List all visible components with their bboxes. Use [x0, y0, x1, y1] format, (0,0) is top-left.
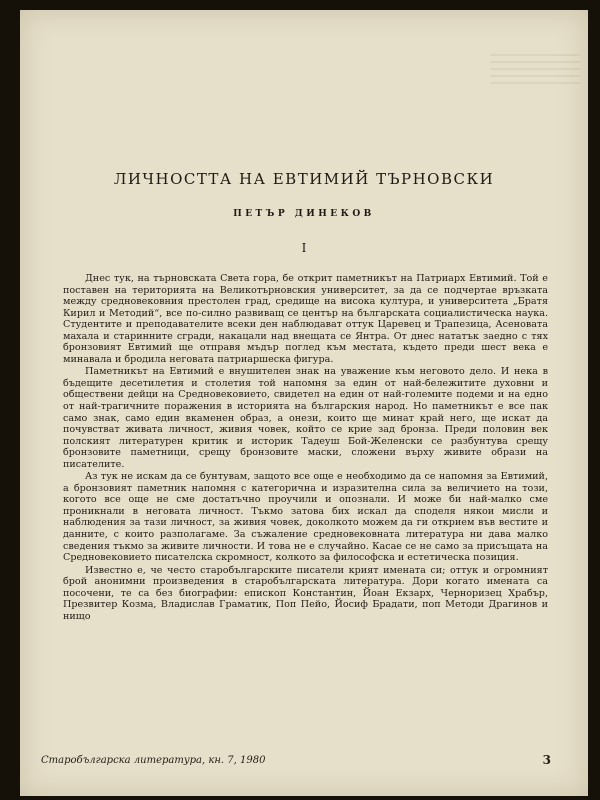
paragraph: Днес тук, на търновската Света гора, бе открит паметникът на Патриарх Евтимий. Той е поставен на територията на Великотърновския университет, за да се подчертае връзката между средновековния престолен град, средище на висока култура, и университета „Братя Кирил и Методий“, все по-силно развиващ се център на българската социалистическа наука. Студентите и преподавателите всеки ден наблюдават оттук Царевец и Трапезица, Асеновата махала и старинните сгради, накацали над внещата се Янтра. От днес нататък заедно с тях бронзовият Евтимий ще отправя мъдър поглед към местата, където преди шест века е минавала и бродила неговата патриаршеска фигура.	[63, 273, 548, 365]
journal-citation: Старобългарска литература, кн. 7, 1980	[41, 755, 266, 766]
paragraph: Известно е, че често старобългарските писатели крият имената си; оттук и огромният брой анонимни произведения в старобългарската литература. Дори когато имената са посочени, те са без биографии: епископ Константин, Йоан Екзарх, Черноризец Храбър, Презвитер Козма, Владислав Граматик, Поп Пейо, Йосиф Брадати, поп Методи Драгинов и нищо	[63, 564, 548, 622]
section-number: I	[301, 241, 307, 255]
page-number: 3	[542, 753, 551, 767]
paragraph: Аз тук не искам да се бунтувам, защото все още е необходимо да се напомня за Евтимий, а бронзовият паметник напомня с категорична и изразителна сила за величието на този, когото все още не сме достатъчно проучили и опознали. И може би най-малко сме проникнали в неговата личност. Тъкмо затова бих искал да споделя някои мисли и наблюдения за тази личност, за живия човек, доколкото можем да ги открием във вестите и данните, с които разполагаме. За съжаление средновековната литература ни дава малко сведения тъкмо за живите личности. И това не е случайно. Касае се не само за присъщата на Средновековието писателска скромност, колкото за философска и естетическа позиция.	[63, 471, 548, 564]
journal-page	[20, 10, 588, 796]
bleed-through-text	[490, 54, 580, 84]
article-author: ПЕТЪР ДИНЕКОВ	[233, 209, 375, 219]
article-title: ЛИЧНОСТТА НА ЕВТИМИЙ ТЪРНОВСКИ	[113, 170, 495, 188]
paragraph: Паметникът на Евтимий е внушителен знак на уважение към неговото дело. И нека в бъдещите десетилетия и столетия той напомня за един от най-бележитите духовни и обществени дейци на Средновековието, свидетел на един от най-големите подеми и на едно от най-трагичните поражения в историята на българския народ. Но паметникът е все пак само знак, само един вкаменен образ, а онези, които ще минат край него, ще искат да почувстват живата личност, живия човек, който се крие зад бронза. Преди половин век полският литературен критик и историк Тадеуш Бой-Желенски се разбунтува срещу бронзовите паметници, срещу бронзовите маски, сложени върху живите образи на писателите.	[63, 366, 548, 470]
page-footer	[20, 755, 588, 773]
article-body	[63, 273, 548, 622]
